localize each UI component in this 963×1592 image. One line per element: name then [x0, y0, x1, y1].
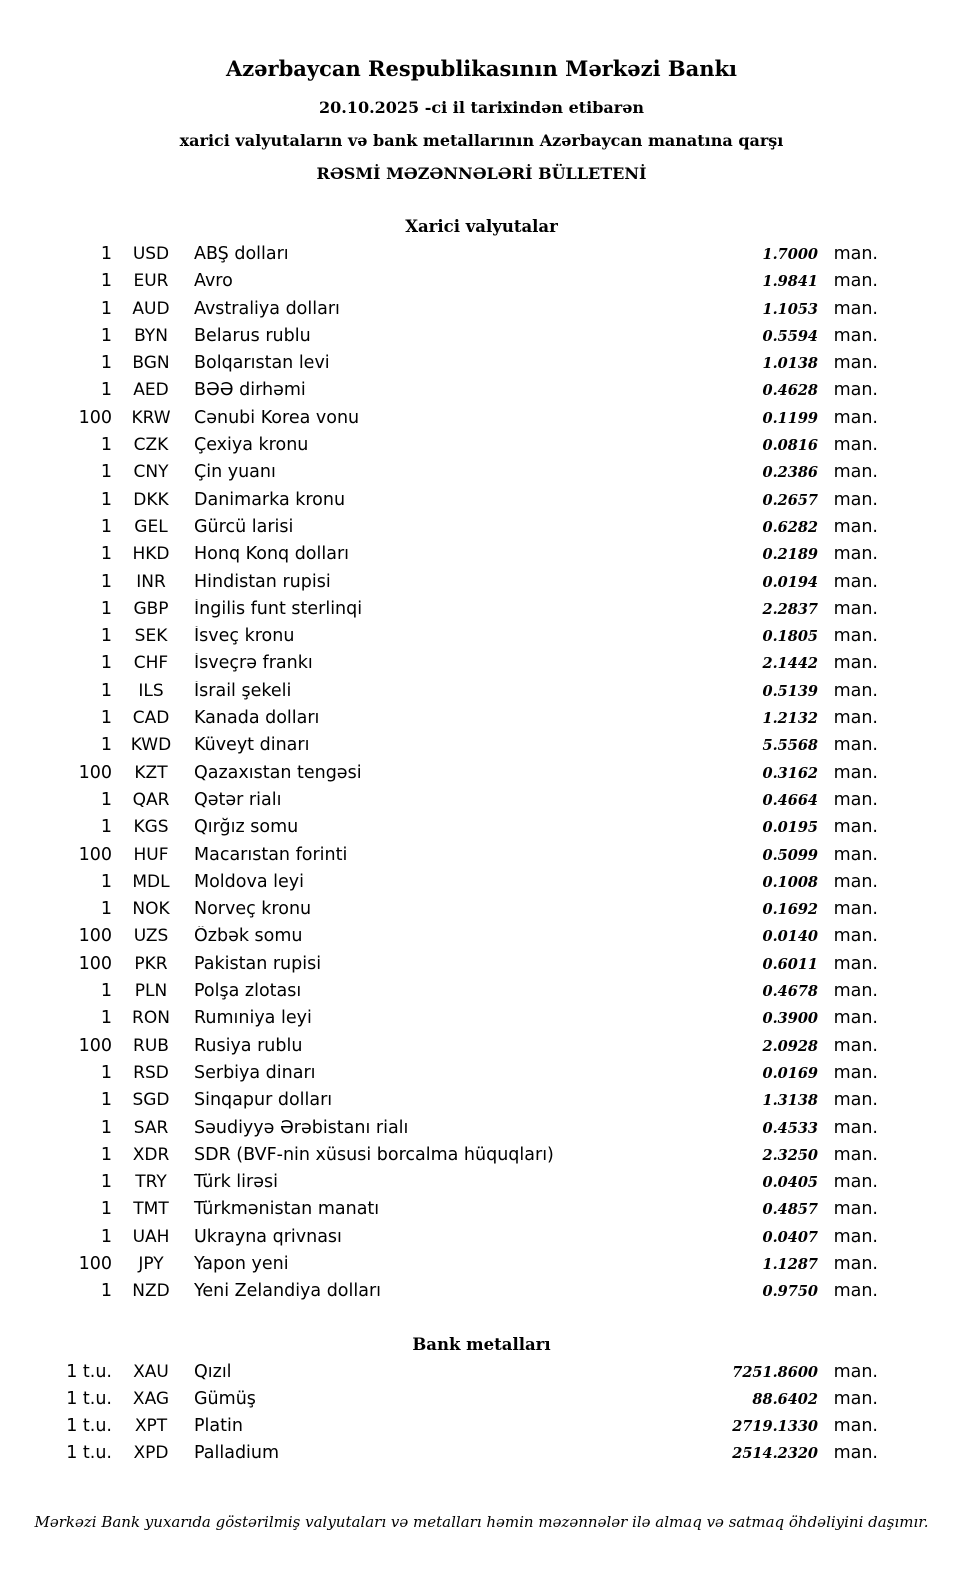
unit-label: man.	[833, 1388, 878, 1409]
metals-section-title: Bank metalları	[412, 1334, 551, 1354]
currency-code: XAG	[132, 1388, 170, 1409]
quantity: 100	[78, 407, 112, 428]
rate-value: 0.5139	[762, 682, 818, 700]
currency-code: RSD	[133, 1062, 169, 1083]
rate-value: 0.1199	[762, 409, 818, 427]
rate-value: 2.0928	[762, 1037, 818, 1055]
quantity: 1	[100, 489, 112, 510]
currency-code: CHF	[133, 653, 169, 674]
rate-row	[40, 1389, 878, 1416]
quantity: 1	[100, 1172, 112, 1193]
unit-label: man.	[833, 680, 878, 701]
unit-label: man.	[833, 1443, 878, 1464]
rate-value: 2.3250	[762, 1146, 818, 1164]
quantity: 1	[100, 981, 112, 1002]
bank-title: Azərbaycan Respublikasının Mərkəzi Bankı	[225, 56, 738, 81]
quantity: 1	[100, 1144, 112, 1165]
currency-code: PLN	[134, 981, 168, 1002]
quantity: 1	[100, 871, 112, 892]
rate-value: 2514.2320	[732, 1445, 818, 1463]
quantity: 1 t.u.	[66, 1443, 112, 1464]
quantity: 1	[100, 1090, 112, 1111]
unit-label: man.	[833, 1361, 878, 1382]
quantity: 1	[100, 817, 112, 838]
quantity: 100	[78, 953, 112, 974]
currency-name: Avro	[194, 271, 233, 292]
currency-code: CAD	[132, 708, 170, 729]
unit-label: man.	[833, 1144, 878, 1165]
rate-row	[40, 926, 878, 953]
rate-value: 1.3138	[762, 1092, 818, 1110]
rate-value: 0.0140	[762, 928, 818, 946]
quantity: 1	[100, 244, 112, 264]
unit-label: man.	[833, 1253, 878, 1274]
quantity: 1	[100, 653, 112, 674]
currency-code: KZT	[134, 762, 168, 783]
unit-label: man.	[833, 516, 878, 537]
rate-row	[40, 490, 878, 517]
unit-label: man.	[833, 1062, 878, 1083]
currency-name: Yapon yeni	[194, 1253, 289, 1274]
currency-name: Pakistan rupisi	[194, 953, 322, 974]
currency-name: Cənubi Korea vonu	[194, 407, 360, 428]
unit-label: man.	[833, 926, 878, 947]
currency-code: NOK	[132, 899, 170, 920]
rate-row	[40, 1036, 878, 1063]
currency-name: SDR (BVF-nin xüsusi borcalma hüquqları)	[194, 1144, 554, 1165]
quantity: 1	[100, 1117, 112, 1138]
rate-value: 88.6402	[752, 1390, 818, 1408]
rate-row	[40, 763, 878, 790]
quantity: 1 t.u.	[66, 1416, 112, 1437]
unit-label: man.	[833, 735, 878, 756]
quantity: 1	[100, 435, 112, 456]
currency-name: Palladium	[194, 1443, 280, 1464]
rate-value: 0.4678	[762, 983, 818, 1001]
rate-row	[40, 899, 878, 926]
date-line: 20.10.2025 -ci il tarixindən etibarən	[318, 98, 645, 117]
quantity: 1	[100, 1008, 112, 1029]
currency-name: Macarıstan forinti	[194, 844, 348, 865]
currency-code: NZD	[132, 1281, 170, 1302]
currencies-table	[0, 244, 963, 1309]
rate-value: 0.0405	[762, 1174, 818, 1192]
rate-value: 2.2837	[762, 600, 818, 618]
quantity: 1	[100, 298, 112, 319]
rate-row	[40, 1008, 878, 1035]
currency-code: SEK	[134, 626, 168, 647]
currency-name: İsveç kronu	[194, 626, 295, 647]
currencies-section-title: Xarici valyutalar	[405, 217, 558, 236]
quantity: 1	[100, 325, 112, 346]
rate-row	[40, 1199, 878, 1226]
currency-name: Çin yuanı	[194, 462, 276, 483]
currency-code: XPD	[133, 1443, 169, 1464]
quantity: 100	[78, 1035, 112, 1056]
unit-label: man.	[833, 1281, 878, 1302]
quantity: 1 t.u.	[66, 1361, 112, 1382]
rate-row	[40, 653, 878, 680]
currency-code: GBP	[133, 598, 169, 619]
currency-name: Gürcü larisi	[194, 516, 294, 537]
rate-row	[40, 244, 878, 271]
currency-name: Avstraliya dolları	[194, 298, 340, 319]
unit-label: man.	[833, 298, 878, 319]
currency-code: BGN	[132, 353, 170, 374]
currency-code: RUB	[133, 1035, 169, 1056]
currency-name: Küveyt dinarı	[194, 735, 310, 756]
rate-row	[40, 517, 878, 544]
quantity: 1 t.u.	[66, 1388, 112, 1409]
currency-name: Moldova leyi	[194, 871, 304, 892]
currency-code: AED	[133, 380, 169, 401]
currency-name: Platin	[194, 1416, 243, 1437]
subject-line: xarici valyutaların və bank metallarının Azərbaycan manatına qarşı	[179, 131, 784, 150]
rate-row	[40, 1416, 878, 1443]
currency-name: Kanada dolları	[194, 708, 320, 729]
currency-name: Qırğız somu	[194, 817, 299, 838]
rate-value: 0.0816	[762, 437, 818, 455]
currency-code: INR	[136, 571, 166, 592]
quantity: 1	[100, 1062, 112, 1083]
unit-label: man.	[833, 244, 878, 264]
quantity: 1	[100, 1226, 112, 1247]
currency-code: KGS	[133, 817, 169, 838]
rate-value: 7251.8600	[732, 1363, 818, 1381]
rate-row	[40, 462, 878, 489]
currency-name: İsrail şekeli	[194, 680, 292, 701]
metals-table	[0, 1362, 963, 1471]
rate-row	[40, 954, 878, 981]
disclaimer: Mərkəzi Bank yuxarıda göstərilmiş valyutaları və metalları həmin məzənnələr ilə almaq və satmaq öhdəliyini daşımır.	[34, 1512, 929, 1531]
rate-row	[40, 1090, 878, 1117]
currency-code: UZS	[133, 926, 169, 947]
rate-value: 0.0195	[762, 819, 818, 837]
rate-row	[40, 1443, 878, 1470]
quantity: 1	[100, 271, 112, 292]
currency-code: CZK	[133, 435, 169, 456]
currency-name: İngilis funt sterlinqi	[194, 598, 363, 619]
rate-value: 1.0138	[762, 355, 818, 373]
currency-name: Norveç kronu	[194, 899, 312, 920]
rate-value: 0.4533	[762, 1119, 818, 1137]
rate-row	[40, 1145, 878, 1172]
currency-code: KRW	[131, 407, 171, 428]
currency-code: SAR	[133, 1117, 169, 1138]
unit-label: man.	[833, 1008, 878, 1029]
unit-label: man.	[833, 271, 878, 292]
rate-row	[40, 1362, 878, 1389]
rate-row	[40, 681, 878, 708]
currency-code: AUD	[132, 298, 170, 319]
unit-label: man.	[833, 817, 878, 838]
currency-code: GEL	[134, 516, 168, 537]
unit-label: man.	[833, 1226, 878, 1247]
unit-label: man.	[833, 489, 878, 510]
quantity: 100	[78, 926, 112, 947]
rate-value: 0.1008	[762, 873, 818, 891]
quantity: 1	[100, 353, 112, 374]
currency-code: MDL	[132, 871, 170, 892]
currency-name: Belarus rublu	[194, 325, 311, 346]
quantity: 100	[78, 844, 112, 865]
quantity: 1	[100, 598, 112, 619]
quantity: 1	[100, 516, 112, 537]
unit-label: man.	[833, 871, 878, 892]
rate-row	[40, 380, 878, 407]
currency-name: ABŞ dolları	[194, 244, 289, 264]
currency-name: Çexiya kronu	[194, 435, 309, 456]
rate-value: 0.2657	[762, 491, 818, 509]
unit-label: man.	[833, 598, 878, 619]
rate-row	[40, 572, 878, 599]
rate-value: 0.3900	[762, 1010, 818, 1028]
rate-value: 0.5099	[762, 846, 818, 864]
rate-row	[40, 1227, 878, 1254]
rate-row	[40, 817, 878, 844]
rate-value: 0.5594	[762, 327, 818, 345]
rate-value: 0.4664	[762, 791, 818, 809]
currency-name: Honq Konq dolları	[194, 544, 350, 565]
rate-row	[40, 1118, 878, 1145]
unit-label: man.	[833, 1090, 878, 1111]
quantity: 1	[100, 571, 112, 592]
currency-name: İsveçrə frankı	[194, 653, 313, 674]
rate-row	[40, 735, 878, 762]
currency-name: Türk lirəsi	[194, 1172, 278, 1193]
currency-code: TMT	[133, 1199, 169, 1220]
currency-name: Bolqarıstan levi	[194, 353, 330, 374]
unit-label: man.	[833, 1035, 878, 1056]
currency-code: UAH	[132, 1226, 170, 1247]
currency-code: EUR	[133, 271, 169, 292]
rate-row	[40, 845, 878, 872]
currency-name: Türkmənistan manatı	[194, 1199, 380, 1220]
rate-row	[40, 872, 878, 899]
currency-name: Serbiya dinarı	[194, 1062, 316, 1083]
unit-label: man.	[833, 353, 878, 374]
currency-code: HKD	[132, 544, 170, 565]
currency-code: PKR	[134, 953, 168, 974]
unit-label: man.	[833, 544, 878, 565]
currency-code: JPY	[138, 1253, 164, 1274]
unit-label: man.	[833, 708, 878, 729]
rate-value: 1.7000	[762, 246, 818, 263]
quantity: 1	[100, 626, 112, 647]
unit-label: man.	[833, 462, 878, 483]
currency-code: DKK	[133, 489, 169, 510]
quantity: 1	[100, 544, 112, 565]
unit-label: man.	[833, 626, 878, 647]
rate-value: 2719.1330	[732, 1418, 818, 1436]
quantity: 1	[100, 1199, 112, 1220]
unit-label: man.	[833, 380, 878, 401]
rate-value: 5.5568	[762, 737, 818, 755]
rate-row	[40, 1254, 878, 1281]
rate-value: 2.1442	[762, 655, 818, 673]
currency-code: USD	[132, 244, 170, 264]
currency-name: Səudiyyə Ərəbistanı rialı	[194, 1117, 409, 1138]
rate-value: 1.9841	[762, 273, 818, 291]
rate-value: 1.1287	[762, 1255, 818, 1273]
rate-value: 0.2189	[762, 546, 818, 564]
currency-name: Qızıl	[194, 1361, 232, 1382]
currency-code: XDR	[132, 1144, 170, 1165]
quantity: 1	[100, 1281, 112, 1302]
rate-row	[40, 981, 878, 1008]
quantity: 1	[100, 789, 112, 810]
currency-name: Özbək somu	[194, 926, 303, 947]
rate-value: 0.4857	[762, 1201, 818, 1219]
unit-label: man.	[833, 789, 878, 810]
quantity: 100	[78, 762, 112, 783]
currency-code: CNY	[133, 462, 169, 483]
rate-row	[40, 544, 878, 571]
quantity: 1	[100, 380, 112, 401]
unit-label: man.	[833, 762, 878, 783]
currency-name: Polşa zlotası	[194, 981, 302, 1002]
quantity: 1	[100, 708, 112, 729]
rate-value: 0.3162	[762, 764, 818, 782]
rate-value: 0.4628	[762, 382, 818, 400]
rate-value: 0.2386	[762, 464, 818, 482]
quantity: 1	[100, 735, 112, 756]
currency-code: ILS	[138, 680, 164, 701]
currency-name: Sinqapur dolları	[194, 1090, 333, 1111]
currency-code: QAR	[132, 789, 170, 810]
quantity: 100	[78, 1253, 112, 1274]
unit-label: man.	[833, 435, 878, 456]
currency-name: Rumıniya leyi	[194, 1008, 312, 1029]
currency-code: KWD	[130, 735, 172, 756]
currency-name: Qətər rialı	[194, 789, 282, 810]
unit-label: man.	[833, 407, 878, 428]
rate-row	[40, 1281, 878, 1308]
currency-code: TRY	[135, 1172, 167, 1193]
currency-name: BƏƏ dirhəmi	[194, 380, 306, 401]
currency-name: Qazaxıstan tengəsi	[194, 762, 362, 783]
quantity: 1	[100, 899, 112, 920]
currency-name: Danimarka kronu	[194, 489, 346, 510]
unit-label: man.	[833, 1199, 878, 1220]
quantity: 1	[100, 462, 112, 483]
rate-value: 0.9750	[762, 1283, 818, 1301]
rate-value: 0.6282	[762, 518, 818, 536]
rate-row	[40, 408, 878, 435]
unit-label: man.	[833, 571, 878, 592]
rate-row	[40, 790, 878, 817]
currency-code: RON	[132, 1008, 170, 1029]
currency-code: BYN	[134, 325, 168, 346]
rate-row	[40, 299, 878, 326]
quantity: 1	[100, 680, 112, 701]
currency-code: HUF	[133, 844, 169, 865]
unit-label: man.	[833, 844, 878, 865]
rate-row	[40, 326, 878, 353]
currency-name: Rusiya rublu	[194, 1035, 303, 1056]
unit-label: man.	[833, 325, 878, 346]
rate-row	[40, 1172, 878, 1199]
currency-code: XPT	[134, 1416, 168, 1437]
unit-label: man.	[833, 899, 878, 920]
currency-code: XAU	[133, 1361, 169, 1382]
currency-code: SGD	[132, 1090, 170, 1111]
rate-row	[40, 353, 878, 380]
currency-name: Gümüş	[194, 1388, 256, 1409]
rate-row	[40, 626, 878, 653]
rate-value: 1.2132	[762, 710, 818, 728]
unit-label: man.	[833, 953, 878, 974]
rate-row	[40, 599, 878, 626]
unit-label: man.	[833, 981, 878, 1002]
currency-name: Hindistan rupisi	[194, 571, 331, 592]
rate-row	[40, 1063, 878, 1090]
bulletin-title: RƏSMİ MƏZƏNNƏLƏRİ BÜLLETENİ	[316, 164, 647, 183]
rate-row	[40, 708, 878, 735]
rate-value: 0.0407	[762, 1228, 818, 1246]
rate-row	[40, 435, 878, 462]
currency-name: Ukrayna qrivnası	[194, 1226, 342, 1247]
rate-value: 0.6011	[762, 955, 818, 973]
rate-value: 0.1692	[762, 901, 818, 919]
unit-label: man.	[833, 1172, 878, 1193]
unit-label: man.	[833, 1416, 878, 1437]
currency-name: Yeni Zelandiya dolları	[194, 1281, 382, 1302]
unit-label: man.	[833, 1117, 878, 1138]
rate-value: 0.0194	[762, 573, 818, 591]
rate-value: 1.1053	[762, 300, 818, 318]
rate-value: 0.0169	[762, 1064, 818, 1082]
rate-row	[40, 271, 878, 298]
rate-value: 0.1805	[762, 628, 818, 646]
unit-label: man.	[833, 653, 878, 674]
